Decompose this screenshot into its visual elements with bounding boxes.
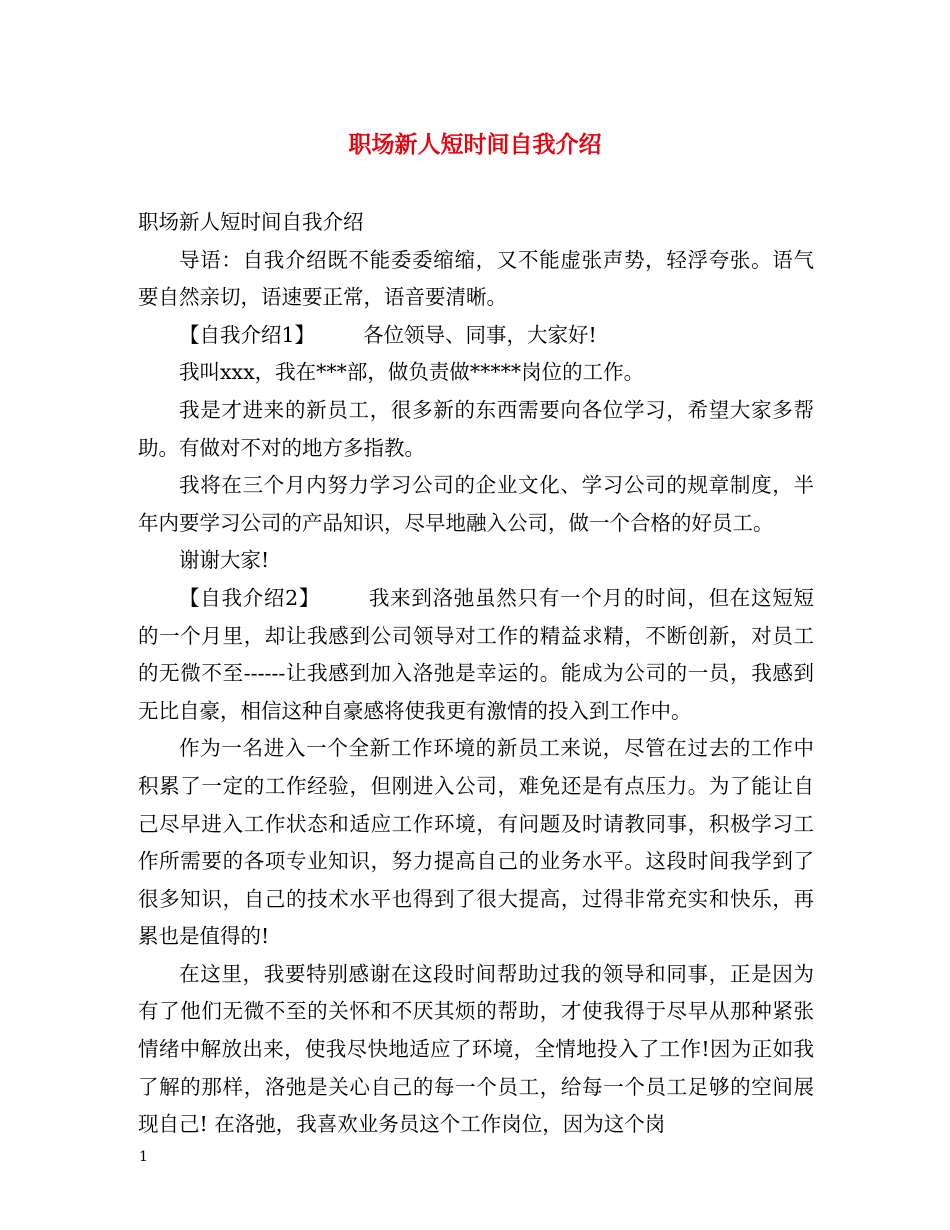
paragraph-plan: 我将在三个月内努力学习公司的企业文化、学习公司的规章制度，半年内要学习公司的产品知识，尽早地融入公司，做一个合格的好员工。 xyxy=(138,473,814,535)
section-heading-2: 【自我介绍2】 xyxy=(179,585,321,610)
section-heading-1: 【自我介绍1】 xyxy=(179,322,316,347)
section-2-paragraph xyxy=(138,580,814,730)
page-number: 1 xyxy=(139,1149,148,1165)
paragraph-work-environment: 作为一名进入一个全新工作环境的新员工来说，尽管在过去的工作中积累了一定的工作经验，但刚进入公司，难免还是有点压力。为了能让自己尽早进入工作状态和适应工作环境，有问题及时请教同事，积极学习工作所需要的各项专业知识，努力提高自己的业务水平。这段时间我学到了很多知识，自己的技术水平也得到了很大提高，过得非常充实和快乐，再累也是值得的! xyxy=(138,736,814,949)
greeting-text: 各位领导、同事，大家好! xyxy=(363,322,597,347)
paragraph-luochi: 我来到洛弛虽然只有一个月的时间，但在这短短的一个月里，却让我感到公司领导对工作的精益求精，不断创新，对员工的无微不至------让我感到加入洛弛是幸运的。能成为公司的一员，我感到无比自豪，相信这种自豪感将使我更有激情的投入到工作中。 xyxy=(138,585,814,723)
section-1-line xyxy=(138,317,814,355)
document-subtitle: 职场新人短时间自我介绍 xyxy=(138,210,364,234)
paragraph-name: 我叫xxx，我在***部，做负责做*****岗位的工作。 xyxy=(179,360,645,385)
paragraph-intro: 导语：自我介绍既不能委委缩缩，又不能虚张声势，轻浮夸张。语气要自然亲切，语速要正常，语音要清晰。 xyxy=(138,247,814,310)
document-title: 职场新人短时间自我介绍 xyxy=(348,131,602,158)
document-body xyxy=(138,204,814,1144)
paragraph-thanks: 谢谢大家! xyxy=(179,548,270,573)
paragraph-new-employee: 我是才进来的新员工，很多新的东西需要向各位学习，希望大家多帮助。有做对不对的地方多指教。 xyxy=(138,397,814,460)
paragraph-gratitude: 在这里，我要特别感谢在这段时间帮助过我的领导和同事，正是因为有了他们无微不至的关怀和不厌其烦的帮助，才使我得于尽早从那种紧张情绪中解放出来，使我尽快地适应了环境，全情地投入了工作!因为正如我了解的那样，洛弛是关心自己的每一个员工，给每一个员工足够的空间展现自己! 在洛弛，我喜欢业务员这个工作岗位，因为这个岗 xyxy=(138,961,814,1137)
